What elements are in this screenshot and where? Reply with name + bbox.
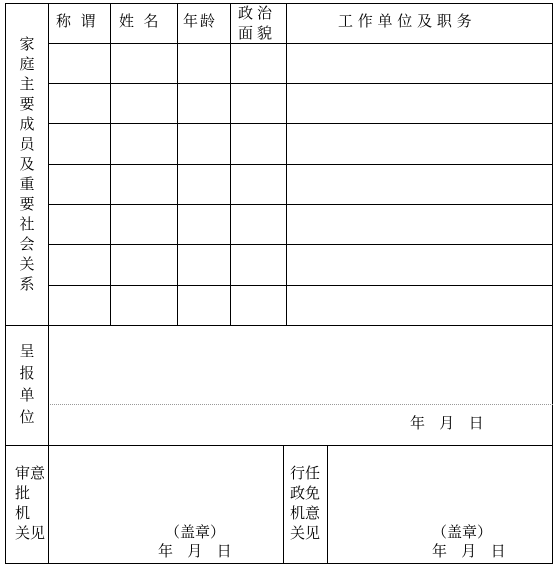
label-row: 审意: [15, 464, 46, 482]
cell-name[interactable]: [111, 84, 177, 123]
cell-work[interactable]: [287, 286, 552, 325]
cell-relation[interactable]: [49, 84, 110, 123]
cell-relation[interactable]: [49, 44, 110, 83]
report-section-label: [17, 344, 37, 432]
label-char: 社: [19, 215, 35, 233]
cell-work[interactable]: [287, 84, 552, 123]
table-border-bottom: [5, 563, 553, 564]
cell-relation[interactable]: [49, 165, 110, 204]
cell-political[interactable]: [231, 84, 286, 123]
label-row: 机意: [290, 504, 321, 522]
approval-appoint-divider: [283, 445, 284, 564]
cell-name[interactable]: [111, 124, 177, 164]
label-char: 要: [19, 95, 35, 113]
cell-political[interactable]: [231, 286, 286, 325]
header-name: 姓 名: [119, 12, 159, 30]
cell-name[interactable]: [111, 286, 177, 325]
approval-date: 年 月 日: [158, 542, 232, 560]
appointment-date: 年 月 日: [432, 542, 506, 560]
header-relation: 称 谓: [56, 12, 96, 30]
cell-relation[interactable]: [49, 124, 110, 164]
label-char: 员: [19, 135, 35, 153]
cell-age[interactable]: [178, 44, 230, 83]
cell-relation[interactable]: [49, 205, 110, 244]
label-row: 机: [15, 504, 35, 522]
family-section-label: [17, 37, 37, 297]
cell-work[interactable]: [287, 205, 552, 244]
approval-seal: （盖章）: [165, 523, 226, 541]
cell-work[interactable]: [287, 44, 552, 83]
cell-relation[interactable]: [49, 286, 110, 325]
table-row: [49, 205, 552, 244]
label-row: 批: [15, 484, 35, 502]
table-row: [49, 124, 552, 164]
appointment-opinion-area[interactable]: [328, 446, 552, 516]
label-char: 单: [19, 386, 35, 404]
cell-work[interactable]: [287, 165, 552, 204]
cell-age[interactable]: [178, 124, 230, 164]
label-row: 行任: [290, 464, 321, 482]
header-work: 工 作 单 位 及 职 务: [338, 12, 472, 30]
cell-political[interactable]: [231, 124, 286, 164]
approval-section-label: [15, 466, 45, 546]
cell-age[interactable]: [178, 245, 230, 285]
cell-name[interactable]: [111, 165, 177, 204]
label-char: 关: [19, 255, 35, 273]
label-char: 位: [19, 408, 35, 426]
cell-work[interactable]: [287, 124, 552, 164]
label-char: 呈: [19, 342, 35, 360]
cell-relation[interactable]: [49, 245, 110, 285]
appointment-seal: （盖章）: [432, 523, 493, 541]
cell-political[interactable]: [231, 44, 286, 83]
label-char: 主: [19, 75, 35, 93]
cell-age[interactable]: [178, 205, 230, 244]
label-row: 政免: [290, 484, 321, 502]
appointment-section-label: [290, 466, 320, 546]
cell-political[interactable]: [231, 205, 286, 244]
cell-name[interactable]: [111, 205, 177, 244]
table-border-top: [5, 3, 553, 4]
table-border-left: [5, 3, 6, 564]
table-row: [49, 245, 552, 285]
cell-political[interactable]: [231, 245, 286, 285]
report-date: 年 月 日: [410, 414, 484, 432]
label-row: 关见: [290, 524, 321, 542]
label-char: 成: [19, 115, 35, 133]
cell-age[interactable]: [178, 84, 230, 123]
table-row: [49, 44, 552, 83]
table-row: [49, 84, 552, 123]
header-political-bottom: 面貌: [238, 24, 277, 42]
cell-age[interactable]: [178, 165, 230, 204]
header-age: 年龄: [183, 12, 218, 30]
report-opinion-area[interactable]: [49, 326, 552, 403]
label-row: 关见: [15, 524, 46, 542]
report-dotted-line: [48, 404, 553, 405]
label-char: 系: [19, 275, 35, 293]
approval-opinion-area[interactable]: [49, 446, 282, 516]
label-char: 庭: [19, 55, 35, 73]
cell-name[interactable]: [111, 44, 177, 83]
label-char: 会: [19, 235, 35, 253]
table-row: [49, 286, 552, 325]
table-row: [49, 165, 552, 204]
cell-age[interactable]: [178, 286, 230, 325]
cell-political[interactable]: [231, 165, 286, 204]
table-border-right: [552, 3, 553, 564]
label-char: 重: [19, 175, 35, 193]
label-char: 及: [19, 155, 35, 173]
label-char: 家: [19, 35, 35, 53]
cell-name[interactable]: [111, 245, 177, 285]
header-political-top: 政治: [238, 4, 277, 22]
label-char: 报: [19, 364, 35, 382]
header-political: [238, 6, 276, 46]
cell-work[interactable]: [287, 245, 552, 285]
label-char: 要: [19, 195, 35, 213]
